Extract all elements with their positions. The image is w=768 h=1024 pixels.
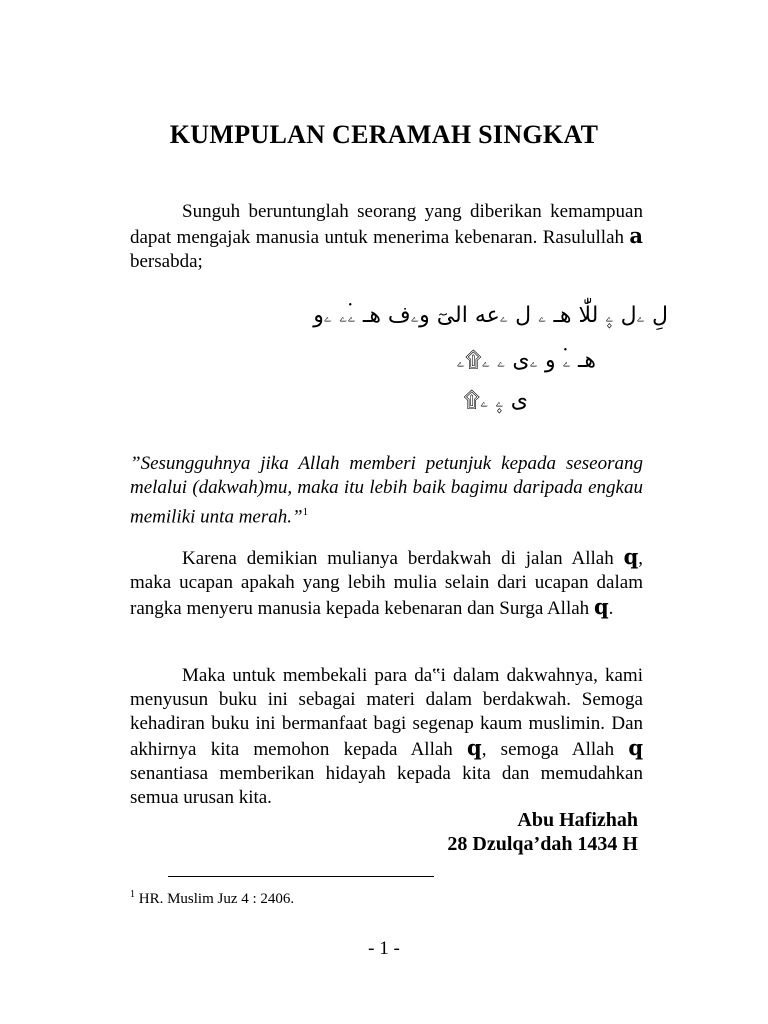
intro-text: Sunguh beruntunglah seorang yang diberikan kemampuan dapat mengajak manusia untuk menerima kebenaran. Rasulullah: [130, 201, 643, 248]
subhanahu-symbol: q: [467, 735, 482, 760]
paragraph-3: [130, 664, 643, 810]
paragraph-3-text: senantiasa memberikan hidayah kepada kita dan memudahkan semua urusan kita.: [130, 763, 643, 808]
page-number: - 1 -: [368, 938, 400, 959]
hadith-arabic-line-2: هـ ۦ۬ و ۦى ۦ ۦ۩ۦ: [456, 348, 596, 373]
signature-date: 28 Dzulqa’dah 1434 H: [447, 833, 638, 855]
quote-text: ”Sesungguhnya jika Allah memberi petunjuk kepada seseorang melalui (dakwah)mu, maka itu lebih baik bagimu daripada engkau memiliki unta merah.”: [130, 453, 643, 528]
salawat-symbol: a: [629, 223, 643, 248]
paragraph-2: [130, 545, 643, 621]
hadith-translation: [130, 452, 643, 529]
footnote: [130, 884, 294, 910]
footnote-ref: 1: [302, 506, 309, 518]
footnote-text: HR. Muslim Juz 4 : 2406.: [135, 891, 295, 907]
hadith-arabic-line-1: لِ ۦل ۦ۪ للّٰا هـ ۦ ل ۦعه الىٓ وۦف هـ ۦ۬ۦ ۦو: [313, 303, 668, 328]
paragraph-3-text: , semoga Allah: [481, 739, 629, 760]
hadith-arabic-line-3: ى ۦ۪ ۦ۩: [463, 388, 528, 413]
subhanahu-symbol: q: [593, 594, 609, 619]
subhanahu-symbol: q: [628, 735, 643, 760]
intro-paragraph: [130, 200, 643, 274]
footnote-number: 1: [130, 889, 135, 900]
paragraph-2-text: .: [608, 598, 614, 619]
paragraph-2-text: Karena demikian mulianya berdakwah di jalan Allah: [182, 548, 624, 569]
paragraph-2-text: , maka ucapan apakah yang lebih mulia selain dari ucapan dalam rangka menyeru manusia kepada kebenaran dan Surga Allah: [130, 548, 643, 619]
intro-text-end: bersabda;: [130, 251, 203, 272]
subhanahu-symbol: q: [623, 544, 639, 569]
paragraph-3-text: Maka untuk membekali para da‟i dalam dakwahnya, kami menyusun buku ini sebagai materi dalam berdakwah. Semoga kehadiran buku ini bermanfaat bagi segenap kaum muslimin. Dan akhirnya kita memohon kepada Allah: [130, 665, 643, 760]
footnote-divider: [168, 876, 434, 877]
page-title: KUMPULAN CERAMAH SINGKAT: [169, 120, 599, 149]
signature-author: Abu Hafizhah: [517, 809, 638, 831]
